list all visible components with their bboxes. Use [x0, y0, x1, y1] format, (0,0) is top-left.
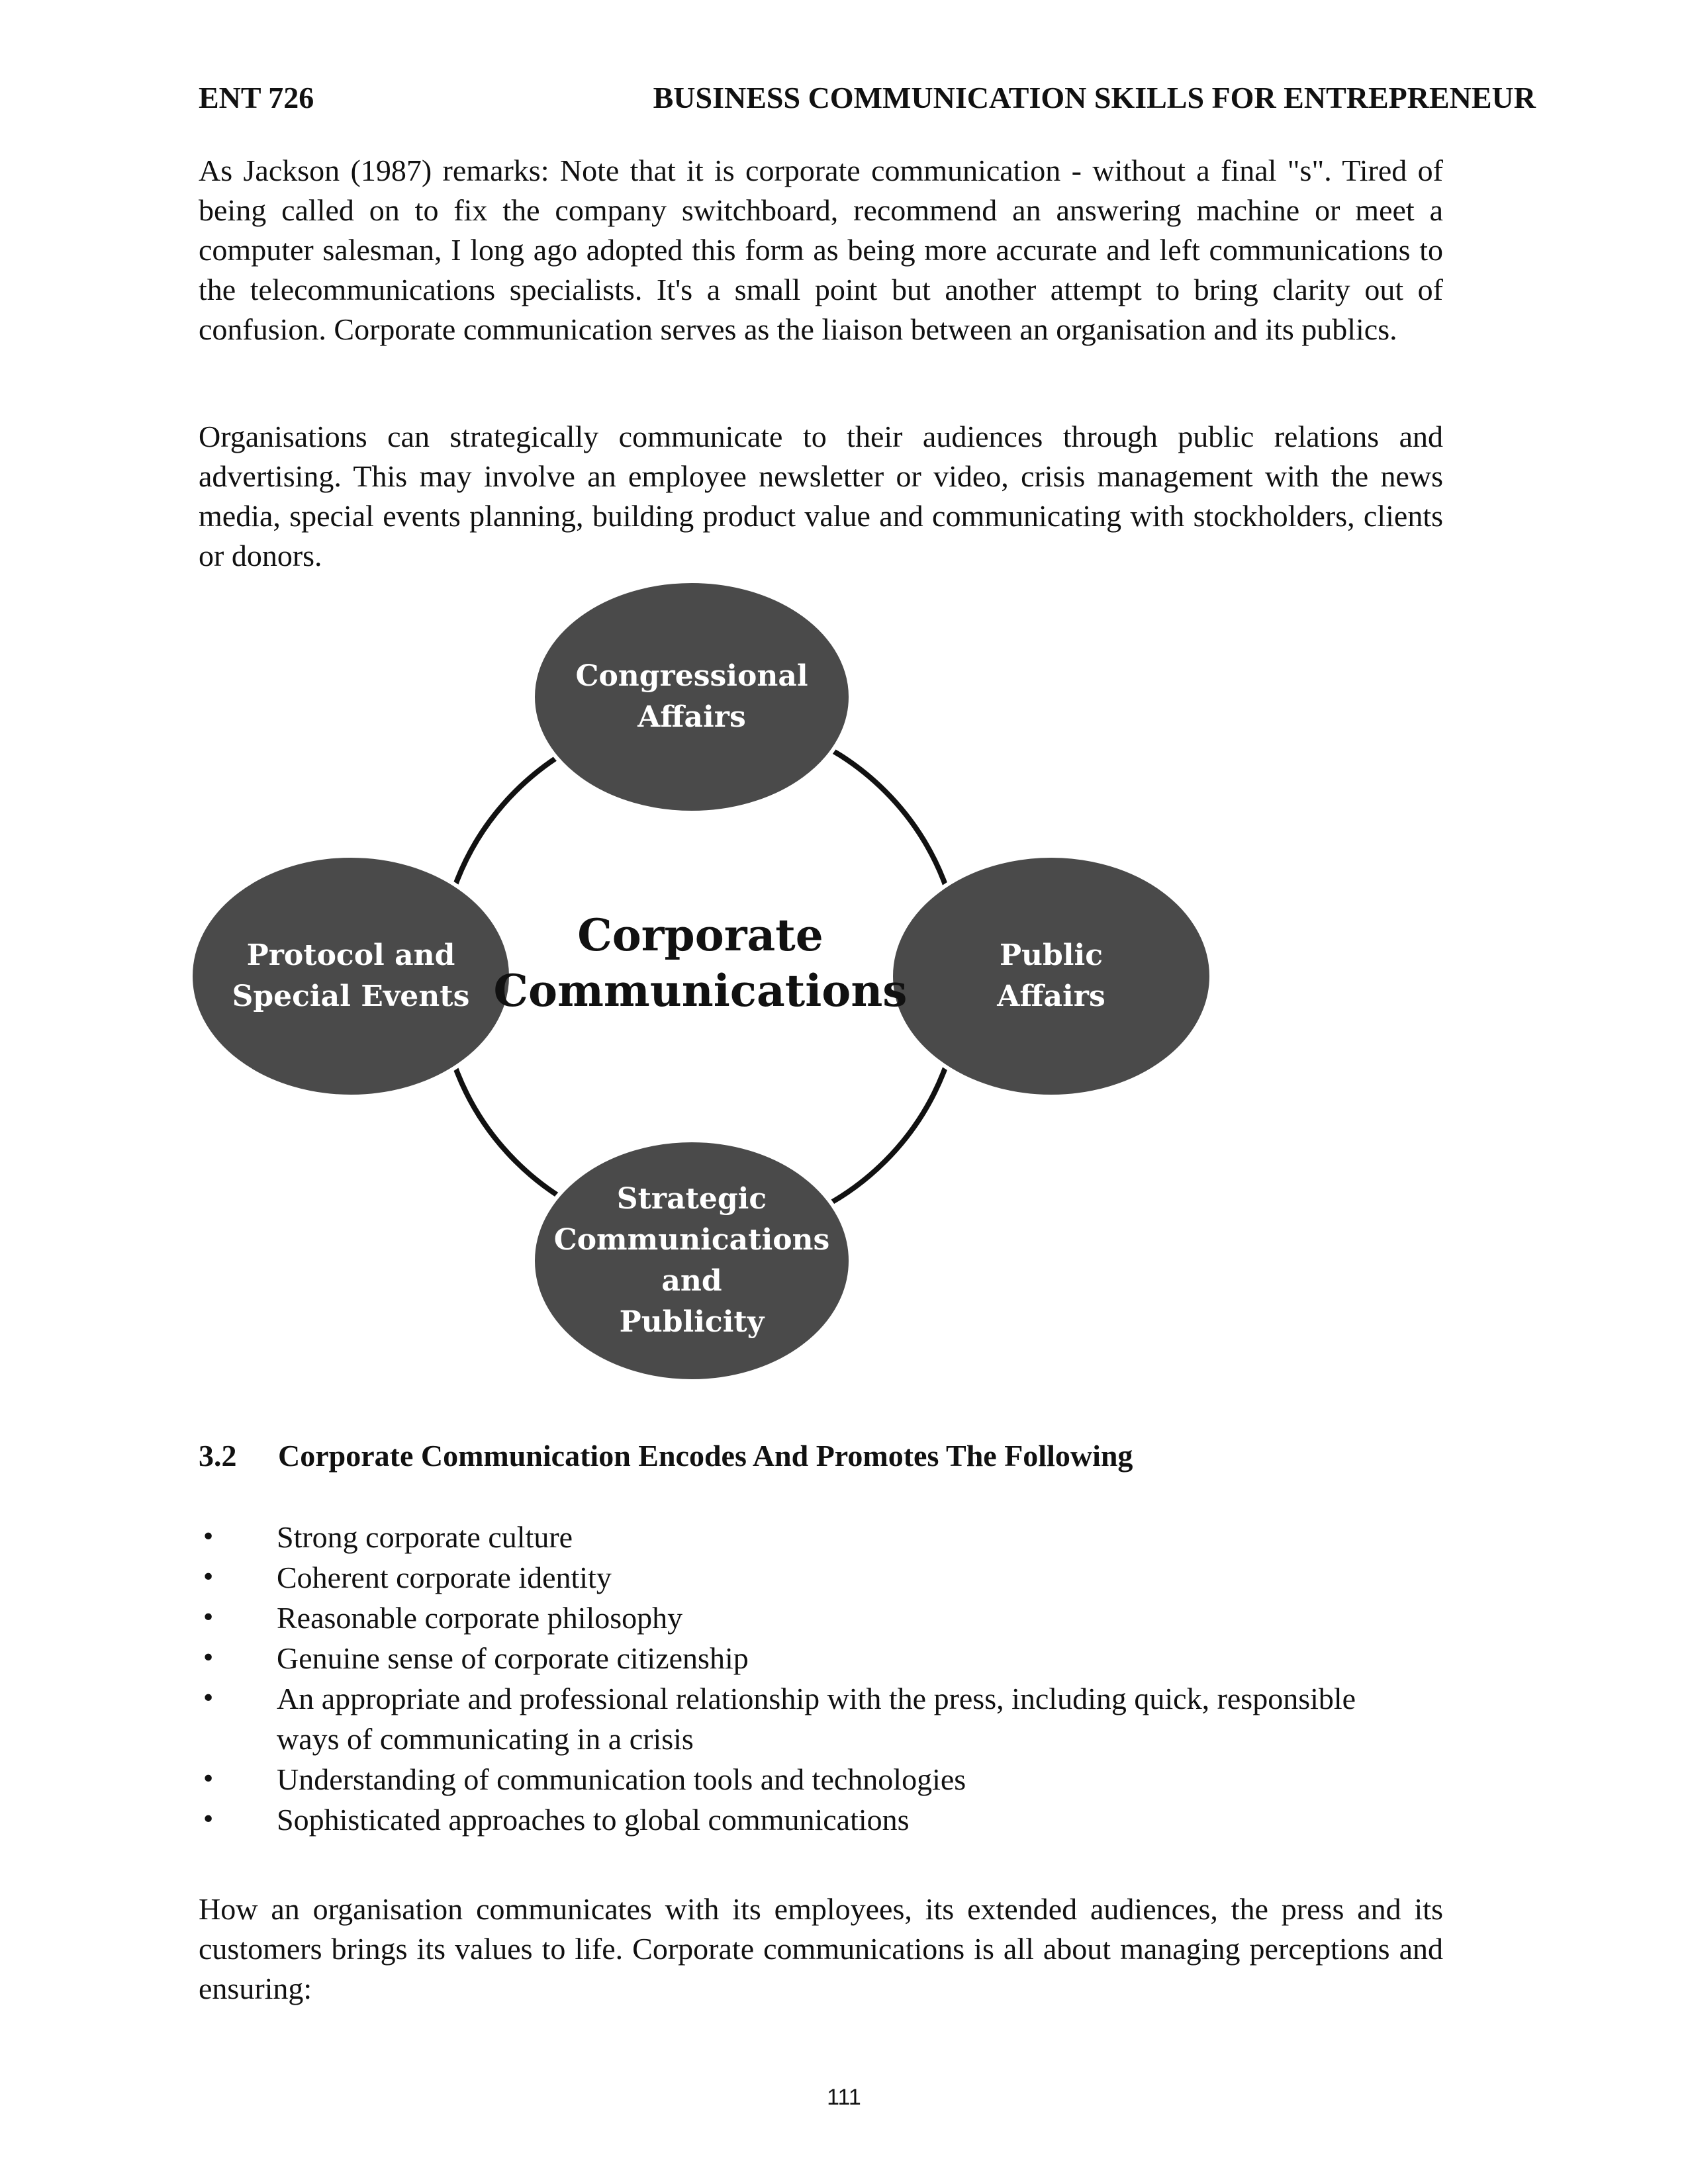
paragraph-jackson-quote: As Jackson (1987) remarks: Note that it is corporate communication - without a final "s". Tired of being called on to fix the company switchboard, recommend an answering machine or meet a computer salesman, I long ago adopted this form as being more accurate and left communications to the telecommunications specialists. It's a small point but another attempt to bring clarity out of confusion. Corporate communication serves as the liaison between an organisation and its publics.: [199, 154, 1443, 346]
bullet-icon: •: [201, 1806, 216, 1833]
node-label-congressional-affairs: Congressional Affairs: [575, 659, 808, 734]
bullet-icon: •: [201, 1524, 216, 1551]
section-heading: [199, 1436, 1133, 1476]
bullet-icon: •: [201, 1564, 216, 1591]
list-item-text: Coherent corporate identity: [277, 1561, 612, 1594]
list-item-text: Strong corporate culture: [277, 1520, 573, 1554]
bullet-icon: •: [201, 1645, 216, 1672]
list-item: [199, 1517, 1456, 1557]
bullet-icon: •: [201, 1766, 216, 1793]
section-title: Corporate Communication Encodes And Promotes The Following: [278, 1439, 1133, 1473]
list-item: [199, 1799, 1456, 1840]
page-number: 111: [827, 2085, 861, 2110]
bullet-icon: •: [201, 1685, 216, 1712]
list-item-text: Genuine sense of corporate citizenship: [277, 1641, 749, 1675]
list-item-text: Reasonable corporate philosophy: [277, 1601, 683, 1635]
node-label-strategic-communications: Strategic Communications and Publicity: [553, 1182, 830, 1339]
bullet-icon: •: [201, 1604, 216, 1631]
node-label-public-affairs: Public Affairs: [997, 938, 1105, 1013]
section-number: 3.2: [199, 1439, 237, 1473]
course-title: BUSINESS COMMUNICATION SKILLS FOR ENTREPRENEUR: [653, 81, 1536, 114]
paragraph-strategic-communication: Organisations can strategically communicate to their audiences through public relations and advertising. This may involve an employee newsletter or video, crisis management with the news media, special events planning, building product value and communicating with stockholders, clients or donors.: [199, 420, 1443, 572]
list-item-text: Understanding of communication tools and technologies: [277, 1762, 966, 1796]
list-item: [199, 1598, 1456, 1638]
list-item-text: An appropriate and professional relationship with the press, including quick, responsible ways of communicating in a crisis: [277, 1682, 1356, 1756]
paragraph-values: How an organisation communicates with its employees, its extended audiences, the press and its customers brings its values to life. Corporate communications is all about managing perceptions and ensuring:: [199, 1892, 1443, 2005]
list-item-text: Sophisticated approaches to global communications: [277, 1803, 910, 1837]
list-item: [199, 1638, 1456, 1678]
list-item: [199, 1557, 1456, 1598]
course-code: ENT 726: [199, 81, 314, 114]
diagram-center-label: Corporate Communications: [493, 909, 908, 1017]
node-label-protocol-special-events: Protocol and Special Events: [232, 938, 470, 1013]
page-header: [199, 78, 1536, 118]
list-item: [199, 1759, 1456, 1799]
corporate-communications-diagram: [192, 576, 1225, 1403]
list-item: [199, 1678, 1521, 1759]
bullet-list: [199, 1517, 1456, 1840]
